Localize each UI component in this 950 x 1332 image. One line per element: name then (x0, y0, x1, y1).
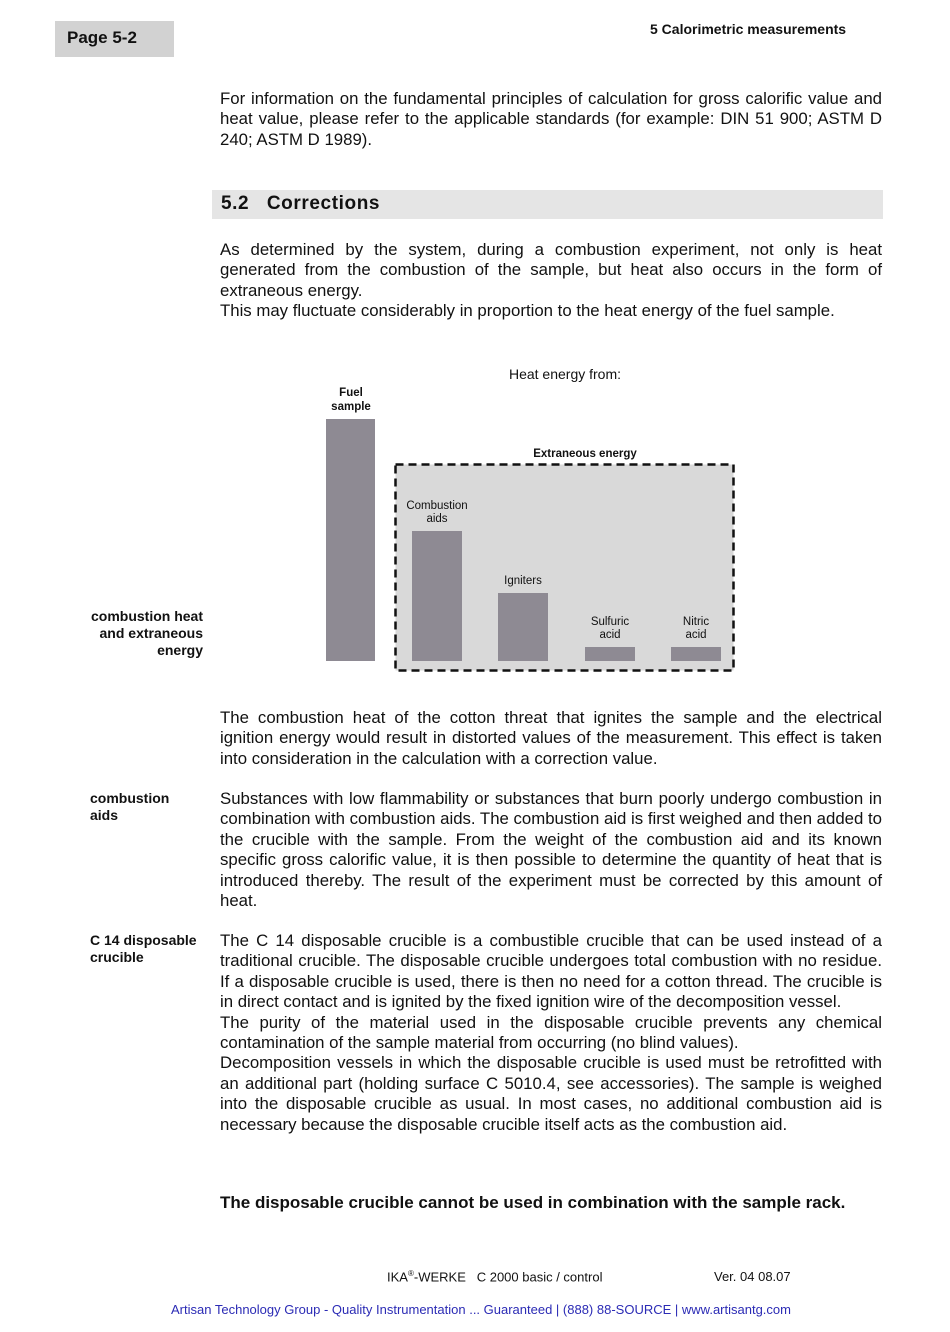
combustion-aids-label-line2: aids (426, 513, 448, 525)
igniters-bar (498, 593, 548, 661)
margin-note-line: crucible (90, 949, 144, 965)
extraneous-energy-label: Extraneous energy (533, 448, 637, 460)
fuel-sample-label-line1: Fuel (339, 387, 363, 399)
crucible-text-3: Decomposition vessels in which the disposable crucible is used must be retrofitted with an additional part (holding surface C 5010.4, see accessories). The sample is weighed into the disposable crucible as usual. In most cases, no additional combustion aid is necessary because the disposable crucible itself acts as the combustion aid. (220, 1053, 882, 1134)
margin-note-combustion-heat (80, 608, 203, 659)
intro-text: For information on the fundamental principles of calculation for gross calorific value and heat value, please refer to the applicable standards (for example: DIN 51 900; ASTM D 240; ASTM D 1989). (220, 89, 882, 149)
margin-note-line: C 14 disposable (90, 932, 197, 948)
page-number-tab: Page 5-2 (55, 21, 174, 57)
nitric-acid-label-line2: acid (685, 629, 707, 641)
sulfuric-acid-label-line2: acid (599, 629, 621, 641)
artisan-advert-link[interactable]: Artisan Technology Group - Quality Instrumentation ... Guaranteed | (888) 88-SOURCE | www.artisantg.com (171, 1302, 791, 1317)
igniters-label: Igniters (504, 575, 542, 587)
registered-mark: ® (407, 1269, 414, 1278)
crucible-text-1: The C 14 disposable crucible is a combustible crucible that can be used instead of a traditional crucible. The disposable crucible undergoes total combustion with no residue. If a disposable crucible is used, there is then no need for a cotton thread. The crucible is in direct contact and is ignited by the fixed ignition wire of the decomposition vessel. (220, 931, 882, 1012)
intro-paragraph (220, 89, 882, 150)
corrections-paragraph (220, 240, 882, 322)
sample-rack-warning: The disposable crucible cannot be used in combination with the sample rack. (220, 1193, 846, 1212)
footer-brand: IKA (387, 1269, 408, 1285)
section-number: 5.2 (221, 193, 250, 214)
crucible-text-2: The purity of the material used in the disposable crucible prevents any chemical contamination of the sample material from occurring (no blind values). (220, 1012, 882, 1053)
corrections-text-1: As determined by the system, during a combustion experiment, not only is heat generated from the combustion of the sample, but heat also occurs in the form of extraneous energy. (220, 240, 882, 300)
margin-note-combustion-aids (90, 790, 208, 824)
margin-note-line: and extraneous (99, 625, 203, 641)
cotton-thread-text: The combustion heat of the cotton threat that ignites the sample and the electrical ignition energy would result in distorted values of the measurement. This effect is taken into consideration in the calculation with a correction value. (220, 708, 882, 768)
chapter-running-head: 5 Calorimetric measurements (650, 21, 847, 37)
corrections-text-2: This may fluctuate considerably in proportion to the heat energy of the fuel sample. (220, 301, 835, 321)
sulfuric-acid-bar (585, 647, 635, 661)
combustion-aids-paragraph (220, 789, 882, 911)
section-title: Corrections (266, 193, 381, 214)
cotton-thread-paragraph (220, 708, 882, 769)
margin-note-disposable-crucible (90, 932, 208, 966)
margin-note-line: combustion heat (90, 608, 203, 624)
nitric-acid-bar (671, 647, 721, 661)
footer-version: Ver. 04 08.07 (714, 1269, 791, 1284)
margin-note-line: aids (90, 807, 119, 823)
heat-energy-diagram (300, 360, 750, 680)
footer-brand-suffix: -WERKE (413, 1269, 466, 1285)
combustion-aids-bar (412, 531, 462, 661)
fuel-sample-bar (326, 419, 375, 661)
footer-product-name: C 2000 basic / control (476, 1269, 603, 1285)
nitric-acid-label-line1: Nitric (682, 616, 710, 628)
diagram-title: Heat energy from: (508, 366, 622, 382)
fuel-sample-label-line2: sample (331, 401, 371, 413)
sulfuric-acid-label-line1: Sulfuric (590, 616, 630, 628)
combustion-aids-text: Substances with low flammability or substances that burn poorly undergo combustion in combination with combustion aids. The combustion aid is first weighed and then added to the crucible with the sample. From the weight of the combustion aid and its known specific gross calorific value, it is then possible to determine the quantity of heat that is introduced thereby. The result of the experiment must be corrected by this amount of heat. (220, 789, 883, 911)
combustion-aids-label-line1: Combustion (406, 500, 468, 512)
section-heading (212, 190, 883, 219)
disposable-crucible-paragraph (220, 931, 882, 1135)
margin-note-line: energy (157, 642, 203, 658)
footer-product (387, 1269, 602, 1284)
margin-note-line: combustion (90, 790, 170, 806)
